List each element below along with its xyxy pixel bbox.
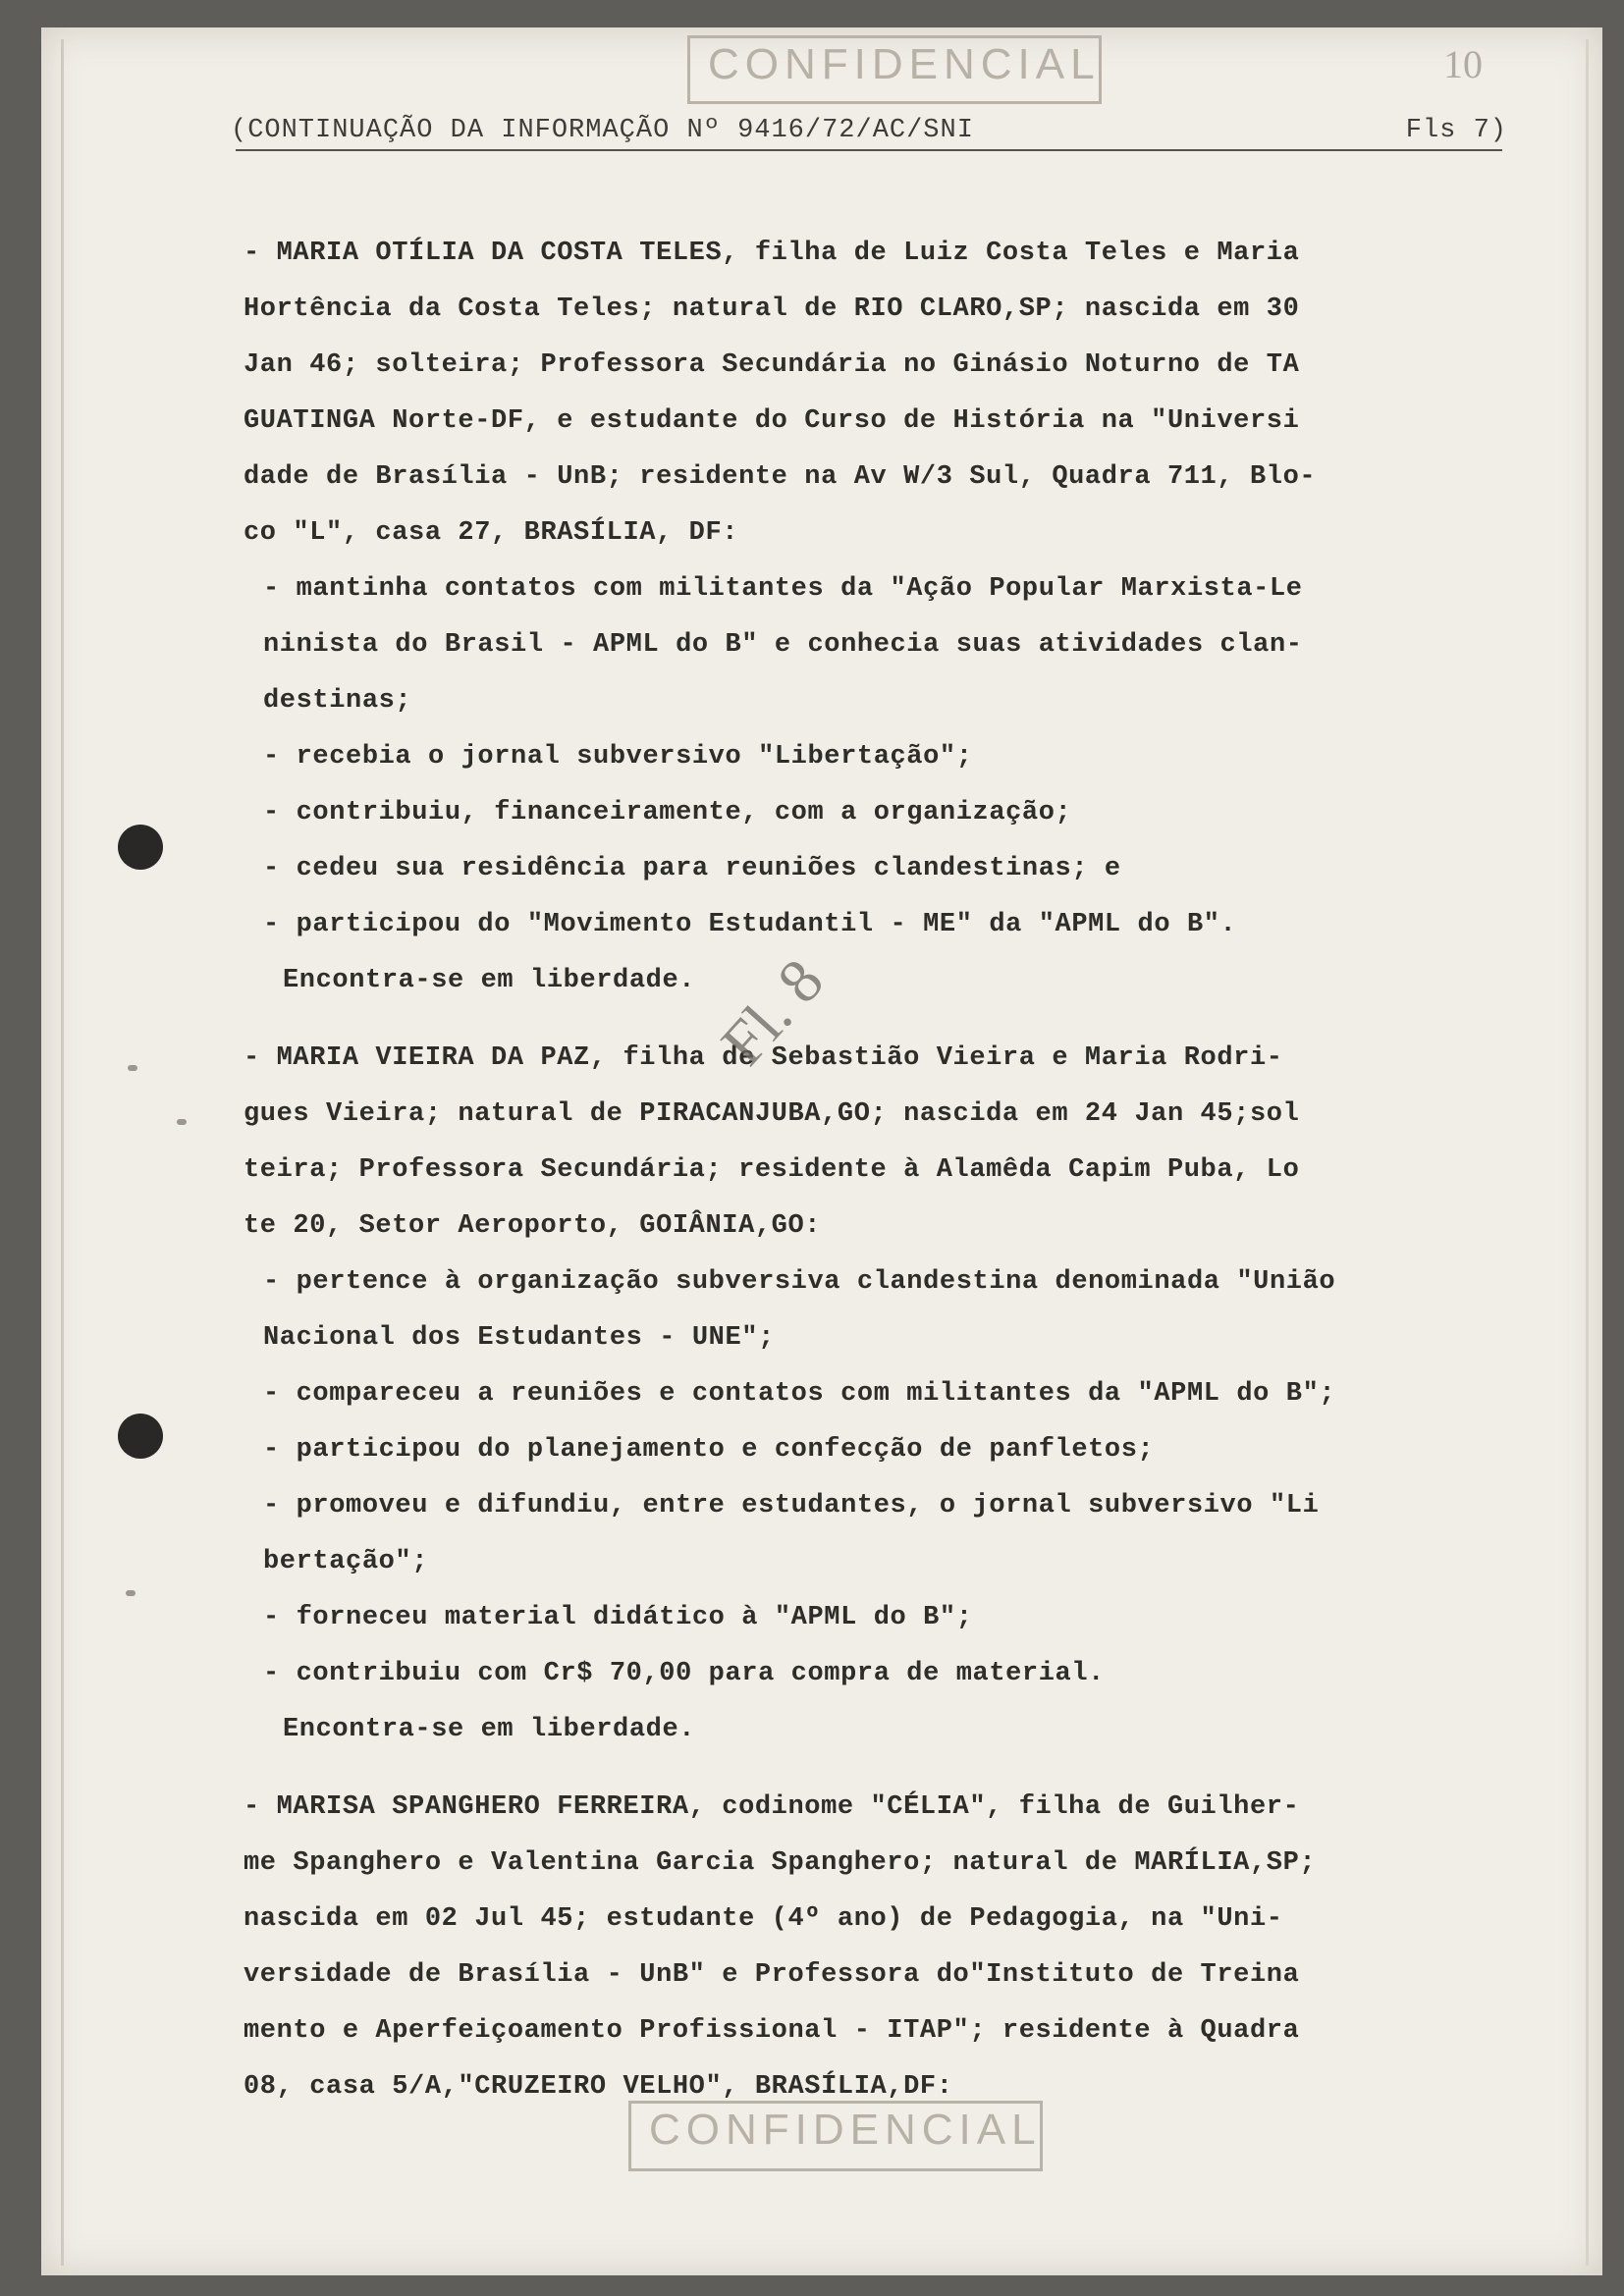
handwritten-annotation: Fl. 8 [707,945,838,1079]
header-underline [236,149,1502,151]
activity-item: - pertence à organização subversiva clandestina denominada "União [263,1267,1336,1297]
entry-lead-line: - MARIA OTÍLIA DA COSTA TELES, filha de Luiz Costa Teles e Maria [244,239,1300,268]
margin-mark [177,1119,187,1125]
entry-lead-line: 08, casa 5/A,"CRUZEIRO VELHO", BRASÍLIA,DF: [244,2072,953,2102]
activity-item: - contribuiu com Cr$ 70,00 para compra de material. [263,1659,1105,1688]
entry-lead-line: te 20, Setor Aeroporto, GOIÂNIA,GO: [244,1211,822,1241]
activity-item: - contribuiu, financeiramente, com a organização; [263,798,1072,828]
entry-lead-line: gues Vieira; natural de PIRACANJUBA,GO; nascida em 24 Jan 45;sol [244,1099,1300,1129]
entry-lead-line: dade de Brasília - UnB; residente na Av W/3 Sul, Quadra 711, Blo- [244,462,1317,492]
entry-lead-line: - MARIA VIEIRA DA PAZ, filha de Sebastião Vieira e Maria Rodri- [244,1043,1283,1073]
entry-lead-line: nascida em 02 Jul 45; estudante (4º ano) de Pedagogia, na "Uni- [244,1904,1283,1934]
page-number-mark: 10 [1443,42,1483,86]
document-header [231,116,1507,145]
entry-lead-line: - MARISA SPANGHERO FERREIRA, codinome "CÉLIA", filha de Guilher- [244,1792,1300,1822]
entry-spacer [295,1758,1532,1780]
status-line: Encontra-se em liberdade. [283,1715,696,1744]
activity-item: - recebia o jornal subversivo "Libertação"; [263,742,973,772]
activity-item-continuation: ninista do Brasil - APML do B" e conhecia suas atividades clan- [263,630,1303,660]
activity-item: - participou do "Movimento Estudantil - ME" da "APML do B". [263,910,1237,939]
person-entry [244,1780,1532,2137]
entry-lead-line: versidade de Brasília - UnB" e Professora do"Instituto de Treina [244,1960,1300,1990]
entry-lead-line: Hortência da Costa Teles; natural de RIO CLARO,SP; nascida em 30 [244,294,1300,324]
entry-lead-line: co "L", casa 27, BRASÍLIA, DF: [244,518,739,548]
header-folio: Fls 7) [1405,116,1507,145]
activity-item-continuation: Nacional dos Estudantes - UNE"; [263,1323,775,1353]
activity-item-continuation: destinas; [263,686,412,716]
person-entry [244,1031,1532,1780]
binder-hole-lower [118,1414,163,1459]
person-entry [244,226,1532,1031]
entry-lead-line: me Spanghero e Valentina Garcia Spanghero; natural de MARÍLIA,SP; [244,1848,1317,1878]
activity-item-continuation: bertação"; [263,1547,429,1576]
activity-item: - mantinha contatos com militantes da "Ação Popular Marxista-Le [263,574,1303,604]
activity-item: - participou do planejamento e confecção de panfletos; [263,1435,1155,1465]
margin-mark [128,1065,137,1071]
entry-lead-line: teira; Professora Secundária; residente à Alamêda Capim Puba, Lo [244,1155,1300,1185]
status-line: Encontra-se em liberdade. [283,966,696,995]
activity-item: - promoveu e difundiu, entre estudantes, o jornal subversivo "Li [263,1491,1320,1521]
entry-lead-line: mento e Aperfeiçoamento Profissional - ITAP"; residente à Quadra [244,2016,1300,2046]
margin-mark [126,1590,135,1596]
activity-item: - forneceu material didático à "APML do B"; [263,1603,973,1632]
header-reference: (CONTINUAÇÃO DA INFORMAÇÃO Nº 9416/72/AC/SNI [231,116,974,145]
classification-stamp-bottom: CONFIDENCIAL [628,2101,1043,2171]
entry-lead-line: GUATINGA Norte-DF, e estudante do Curso de História na "Universi [244,406,1300,436]
activity-item: - cedeu sua residência para reuniões clandestinas; e [263,854,1121,883]
classification-stamp-top: CONFIDENCIAL [687,35,1102,104]
entry-spacer [295,1009,1532,1031]
binder-hole-upper [118,825,163,870]
document-body [244,226,1532,2137]
entry-lead-line: Jan 46; solteira; Professora Secundária no Ginásio Noturno de TA [244,350,1300,380]
activity-item: - compareceu a reuniões e contatos com militantes da "APML do B"; [263,1379,1336,1409]
